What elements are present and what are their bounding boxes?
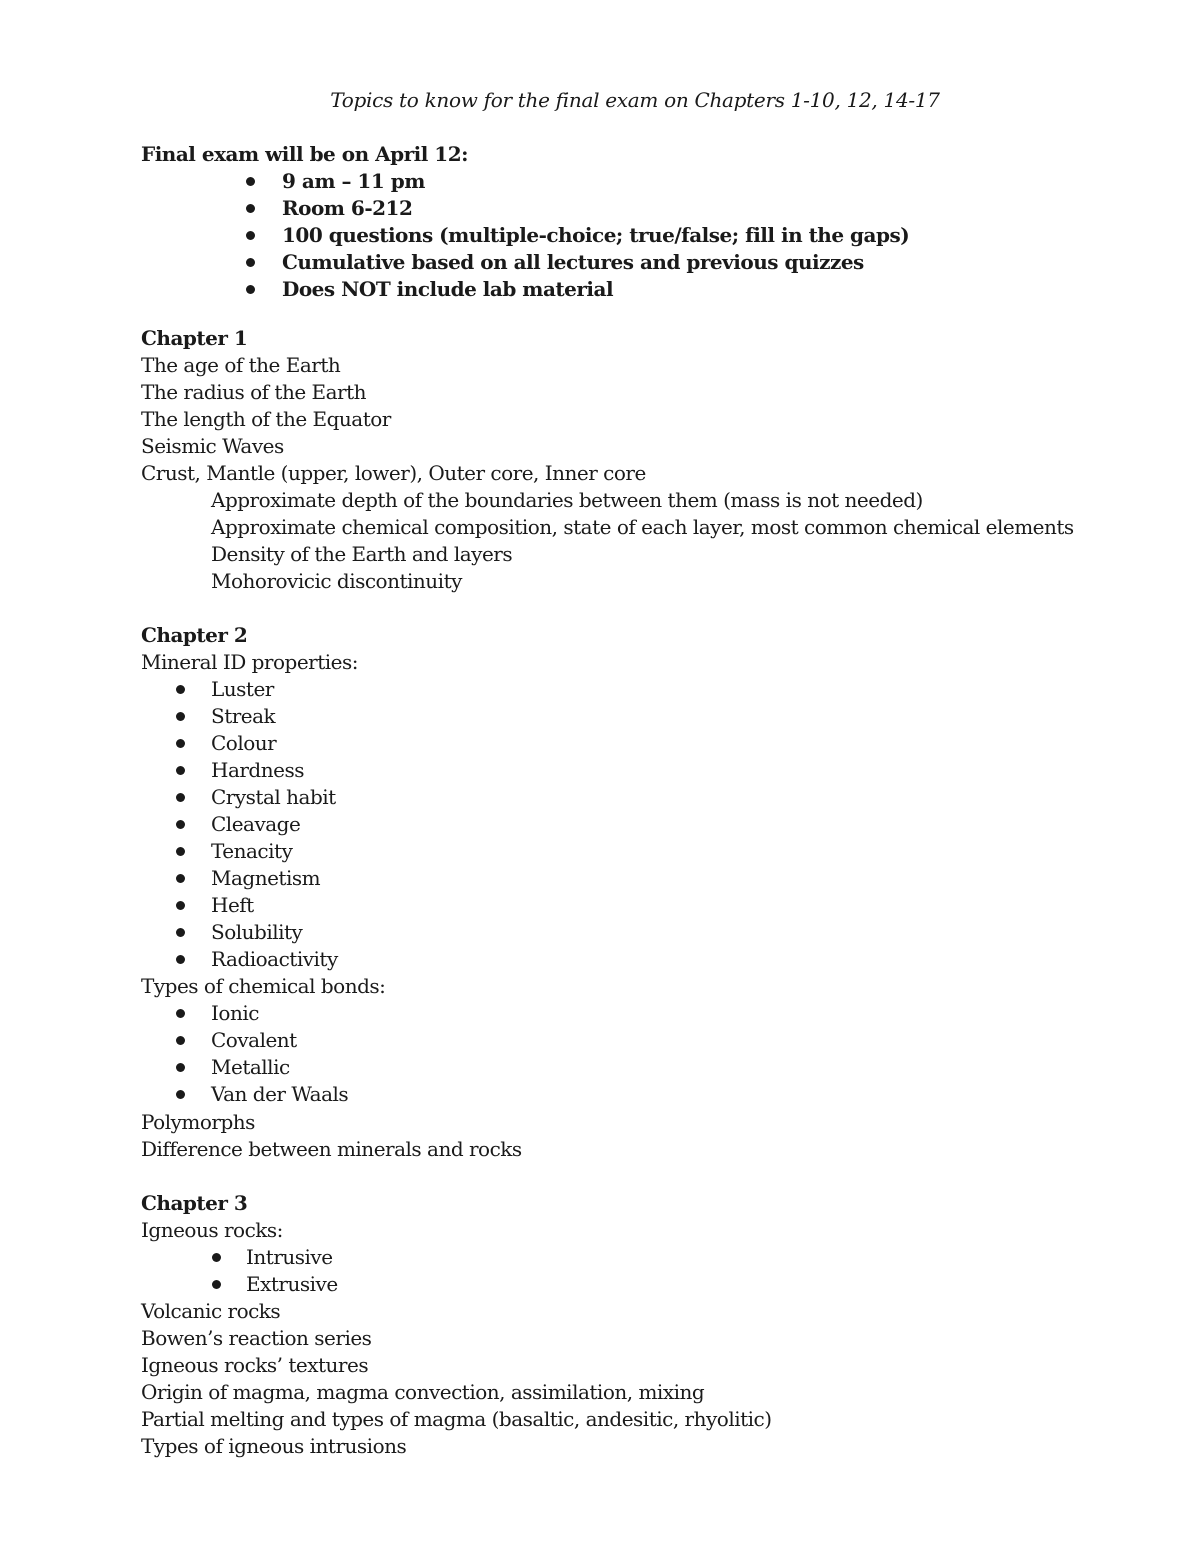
chapter-3-topic: Origin of magma, magma convection, assimilation, mixing [141, 1380, 705, 1404]
exam-item-text: 100 questions (multiple-choice; true/false; fill in the gaps) [282, 223, 910, 247]
chapter-1-topic: The radius of the Earth [141, 380, 367, 404]
chapter-1-subtopic: Density of the Earth and layers [211, 542, 513, 566]
mineral-property-text: Cleavage [211, 812, 301, 836]
exam-item-text: Does NOT include lab material [282, 277, 614, 301]
bond-text: Covalent [211, 1028, 297, 1052]
chapter-3-topic: Bowen’s reaction series [141, 1326, 372, 1350]
bullet-icon [176, 1090, 185, 1099]
chapter-3-heading: Chapter 3 [141, 1191, 248, 1215]
bullet-icon [176, 901, 185, 910]
bullet-icon [176, 955, 185, 964]
chapter-1-topic: Seismic Waves [141, 434, 284, 458]
bullet-icon [176, 1009, 185, 1018]
bullet-icon [246, 177, 255, 186]
mineral-properties-label: Mineral ID properties: [141, 650, 358, 674]
chapter-1-topic: The length of the Equator [141, 407, 391, 431]
bullet-icon [176, 1036, 185, 1045]
mineral-property-text: Streak [211, 704, 276, 728]
chapter-1-topic: Crust, Mantle (upper, lower), Outer core, Inner core [141, 461, 646, 485]
bullet-icon [246, 204, 255, 213]
exam-item-text: 9 am – 11 pm [282, 169, 425, 193]
exam-item-text: Room 6-212 [282, 196, 413, 220]
chapter-2-heading: Chapter 2 [141, 623, 248, 647]
bond-text: Metallic [211, 1055, 290, 1079]
bullet-icon [212, 1253, 221, 1262]
chapter-1-subtopic: Mohorovicic discontinuity [211, 569, 462, 593]
bullet-icon [176, 928, 185, 937]
bullet-icon [176, 766, 185, 775]
bond-text: Ionic [211, 1001, 259, 1025]
exam-heading: Final exam will be on April 12: [141, 142, 468, 166]
bullet-icon [176, 793, 185, 802]
mineral-property-text: Luster [211, 677, 274, 701]
mineral-property-text: Tenacity [211, 839, 293, 863]
bullet-icon [246, 285, 255, 294]
igneous-type-text: Extrusive [246, 1272, 338, 1296]
bullet-icon [176, 712, 185, 721]
exam-item-text: Cumulative based on all lectures and previous quizzes [282, 250, 864, 274]
chapter-1-subtopic: Approximate chemical composition, state of each layer, most common chemical elements [211, 515, 1074, 539]
igneous-type-text: Intrusive [246, 1245, 333, 1269]
bullet-icon [176, 874, 185, 883]
chapter-3-topic: Igneous rocks’ textures [141, 1353, 369, 1377]
bond-text: Van der Waals [211, 1082, 349, 1106]
mineral-property-text: Colour [211, 731, 277, 755]
chapter-1-heading: Chapter 1 [141, 326, 248, 350]
mineral-property-text: Heft [211, 893, 254, 917]
chapter-2-topic: Polymorphs [141, 1110, 255, 1134]
igneous-rocks-label: Igneous rocks: [141, 1218, 283, 1242]
chapter-2-topic: Difference between minerals and rocks [141, 1137, 522, 1161]
chapter-3-topic: Types of igneous intrusions [141, 1434, 407, 1458]
mineral-property-text: Crystal habit [211, 785, 336, 809]
chapter-1-subtopic: Approximate depth of the boundaries between them (mass is not needed) [211, 488, 923, 512]
chapter-1-topic: The age of the Earth [141, 353, 341, 377]
chemical-bonds-label: Types of chemical bonds: [141, 974, 386, 998]
bullet-icon [246, 258, 255, 267]
chapter-3-topic: Partial melting and types of magma (basaltic, andesitic, rhyolitic) [141, 1407, 772, 1431]
bullet-icon [176, 820, 185, 829]
bullet-icon [246, 231, 255, 240]
document-title: Topics to know for the final exam on Chapters 1-10, 12, 14-17 [330, 88, 940, 112]
bullet-icon [176, 739, 185, 748]
mineral-property-text: Radioactivity [211, 947, 338, 971]
bullet-icon [176, 1063, 185, 1072]
bullet-icon [176, 685, 185, 694]
mineral-property-text: Solubility [211, 920, 303, 944]
chapter-3-topic: Volcanic rocks [141, 1299, 281, 1323]
bullet-icon [176, 847, 185, 856]
bullet-icon [212, 1280, 221, 1289]
mineral-property-text: Hardness [211, 758, 304, 782]
mineral-property-text: Magnetism [211, 866, 321, 890]
